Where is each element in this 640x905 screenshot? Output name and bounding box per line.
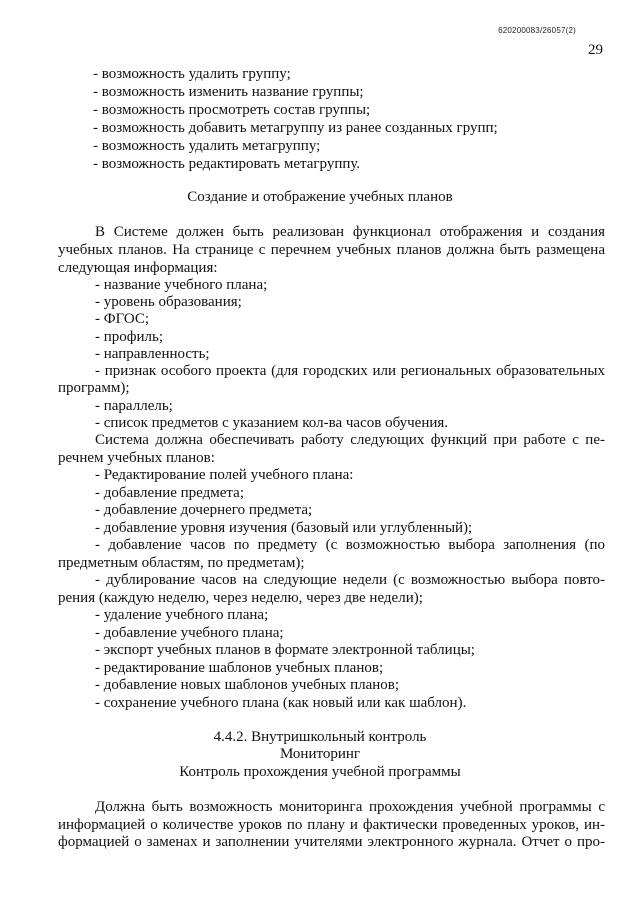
list-item: - профиль; (95, 329, 164, 345)
list-item: - добавление часов по предмету (с возможностью выбора заполнения (по (95, 537, 605, 553)
list-item: - удаление учебного плана; (95, 607, 269, 623)
document-id: 620200083/26057(2) (498, 26, 576, 35)
list-item: - добавление предмета; (95, 485, 244, 501)
list-item: - добавление новых шаблонов учебных планов; (95, 677, 400, 693)
paragraph-line: Система должна обеспечивать работу следующих функций при работе с пе- (95, 432, 605, 448)
list-item-continuation: программ); (58, 380, 130, 396)
list-item: - добавление дочернего предмета; (95, 502, 313, 518)
list-item: - добавление уровня изучения (базовый или углубленный); (95, 520, 473, 536)
list-item: - Редактирование полей учебного плана: (95, 467, 354, 483)
list-item: - сохранение учебного плана (как новый или как шаблон). (95, 695, 467, 711)
list-item: - признак особого проекта (для городских или региональных образовательных (95, 363, 605, 379)
list-item: - возможность добавить метагруппу из ранее созданных групп; (93, 120, 498, 136)
list-item: - параллель; (95, 398, 173, 414)
paragraph-line: информацией о количестве уроков по плану и фактически проведенных уроков, ин- (58, 817, 605, 833)
list-item: - добавление учебного плана; (95, 625, 284, 641)
subsection-heading: Мониторинг (279, 746, 361, 762)
list-item: - уровень образования; (95, 294, 242, 310)
paragraph-line: учебных планов. На странице с перечнем учебных планов должна быть размещена (58, 242, 605, 258)
list-item-continuation: рения (каждую неделю, через неделю, через две недели); (58, 590, 423, 606)
subsection-heading: Контроль прохождения учебной программы (179, 764, 461, 780)
list-item: - ФГОС; (95, 311, 150, 327)
list-item: - дублирование часов на следующие недели (с возможностью выбора повто- (95, 572, 605, 588)
paragraph-line: Должна быть возможность мониторинга прохождения учебной программы с (95, 799, 605, 815)
list-item: - возможность редактировать метагруппу. (93, 156, 361, 172)
paragraph-line: В Системе должен быть реализован функционал отображения и создания (95, 224, 605, 240)
list-item: - возможность удалить метагруппу; (93, 138, 321, 154)
list-item: - возможность просмотреть состав группы; (93, 102, 371, 118)
page-number: 29 (588, 42, 603, 58)
list-item: - название учебного плана; (95, 277, 268, 293)
list-item: - экспорт учебных планов в формате электронной таблицы; (95, 642, 475, 658)
paragraph-line: следующая информация: (58, 260, 218, 276)
list-item-continuation: предметным областям, по предметам); (58, 555, 305, 571)
section-heading: 4.4.2. Внутришкольный контроль (213, 729, 427, 745)
paragraph-line: речнем учебных планов: (58, 450, 215, 466)
paragraph-line: формацией о заменах и заполнении учителями электронного журнала. Отчет о про- (58, 834, 605, 850)
section-heading: Создание и отображение учебных планов (187, 189, 453, 205)
list-item: - редактирование шаблонов учебных планов; (95, 660, 384, 676)
list-item: - возможность удалить группу; (93, 66, 291, 82)
list-item: - направленность; (95, 346, 210, 362)
list-item: - список предметов с указанием кол-ва часов обучения. (95, 415, 449, 431)
list-item: - возможность изменить название группы; (93, 84, 364, 100)
